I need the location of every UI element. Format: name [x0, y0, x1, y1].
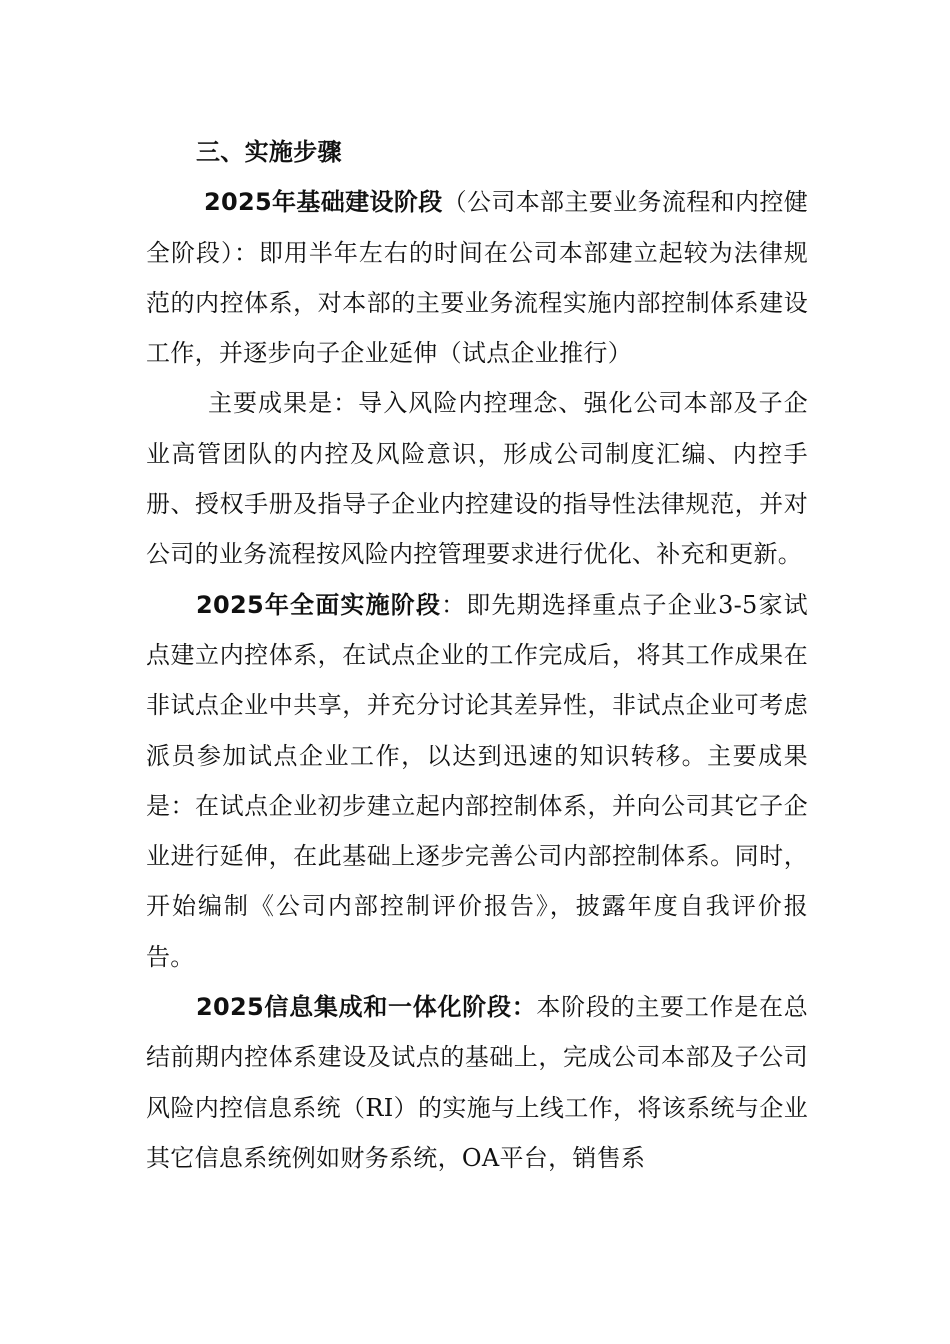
paragraph-body: （公司本部主要业务流程和内控健全阶段）：即用半年左右的时间在公司本部建立起较为法律规范的内控体系，对本部的主要业务流程实施内部控制体系建设工作，并逐步向子企业延伸（试点企业推行）	[146, 188, 808, 368]
paragraph-foundation-stage	[146, 177, 808, 378]
paragraph-lead: 2025年全面实施阶段	[196, 590, 442, 619]
section-heading: 三、实施步骤	[196, 138, 342, 166]
paragraph-integration-stage	[146, 982, 808, 1183]
document-body	[146, 127, 808, 1183]
paragraph-main-results	[146, 378, 808, 579]
paragraph-body: 主要成果是：导入风险内控理念、强化公司本部及子企业高管团队的内控及风险意识，形成公司制度汇编、内控手册、授权手册及指导子企业内控建设的指导性法律规范，并对公司的业务流程按风险内控管理要求进行优化、补充和更新。	[146, 389, 808, 569]
paragraph-full-implementation-stage	[146, 580, 808, 982]
paragraph-lead: 2025年基础建设阶段	[204, 188, 443, 217]
paragraph-body: 本阶段的主要工作是在总结前期内控体系建设及试点的基础上，完成公司本部及子公司风险内控信息系统（RI）的实施与上线工作，将该系统与企业其它信息系统例如财务系统，OA平台，销售系	[146, 993, 808, 1172]
paragraph-body: ：即先期选择重点子企业3-5家试点建立内控体系，在试点企业的工作完成后，将其工作成果在非试点企业中共享，并充分讨论其差异性，非试点企业可考虑派员参加试点企业工作，以达到迅速的知识转移。主要成果是：在试点企业初步建立起内部控制体系，并向公司其它子企业进行延伸，在此基础上逐步完善公司内部控制体系。同时，开始编制《公司内部控制评价报告》，披露年度自我评价报告。	[146, 590, 808, 971]
paragraph-lead: 2025信息集成和一体化阶段：	[196, 993, 537, 1022]
